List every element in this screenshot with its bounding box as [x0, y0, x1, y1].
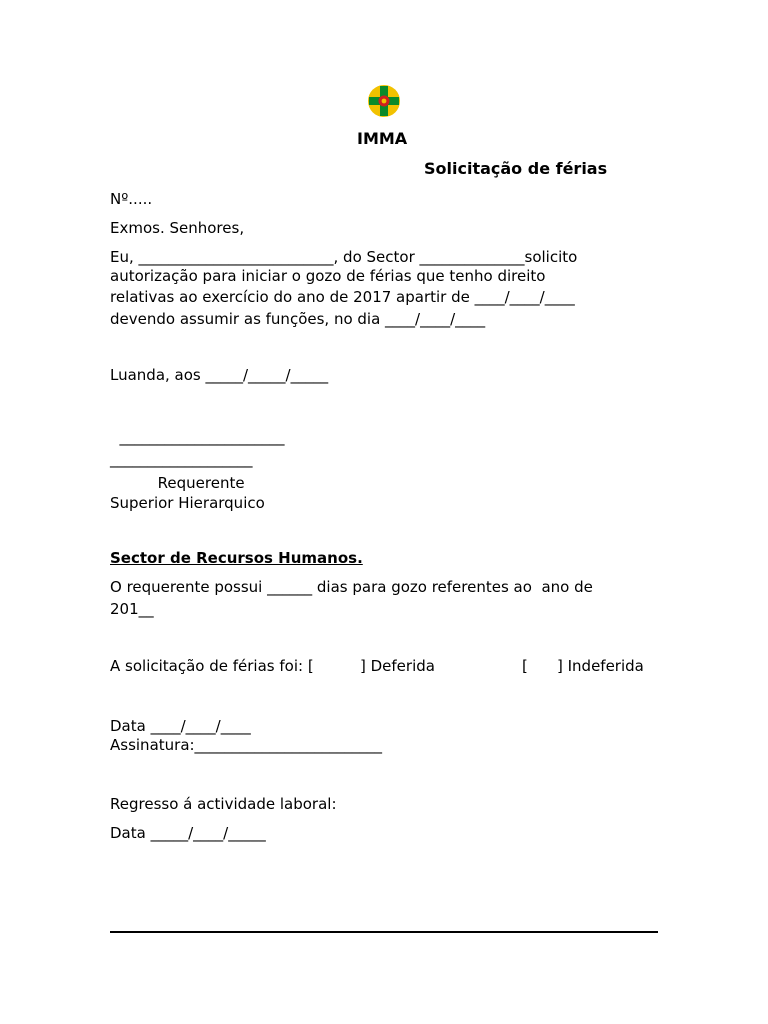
body-line-4: devendo assumir as funções, no dia ____/____/____ [110, 310, 486, 328]
signature-label-superior: Superior Hierarquico [110, 494, 265, 512]
return-label: Regresso á actividade laboral: [110, 795, 337, 813]
indeferida-option: ] Indeferida [557, 657, 644, 675]
return-date-line: Data _____/____/_____ [110, 824, 266, 842]
body-line-1: Eu, __________________________, do Sector ______________solicito [110, 248, 578, 266]
salutation: Exmos. Senhores, [110, 219, 245, 237]
signature-line-requerente: ______________________ [110, 428, 285, 446]
request-number: Nº..... [110, 190, 153, 208]
imma-emblem-icon [364, 84, 404, 118]
deferida-option: ] Deferida [360, 657, 435, 675]
indeferida-bracket: [ [522, 657, 528, 675]
body-line-3: relativas ao exercício do ano de 2017 apartir de ____/____/____ [110, 288, 575, 306]
org-title: IMMA [357, 129, 408, 148]
hr-date-line: Data ____/____/____ [110, 717, 251, 735]
signature-line-superior: ___________________ [110, 450, 253, 468]
signature-label-requerente: Requerente [110, 474, 245, 492]
hr-section-heading: Sector de Recursos Humanos. [110, 549, 363, 567]
place-date-line: Luanda, aos _____/_____/_____ [110, 366, 329, 384]
document-title: Solicitação de férias [424, 159, 608, 178]
days-line-1: O requerente possui ______ dias para gozo referentes ao ano de [110, 578, 593, 596]
decision-label: A solicitação de férias foi: [ [110, 657, 314, 675]
hr-signature-line: Assinatura:_________________________ [110, 736, 383, 754]
days-line-2: 201__ [110, 600, 154, 618]
body-line-2: autorização para iniciar o gozo de férias que tenho direito [110, 267, 546, 285]
footer-divider [110, 931, 658, 933]
